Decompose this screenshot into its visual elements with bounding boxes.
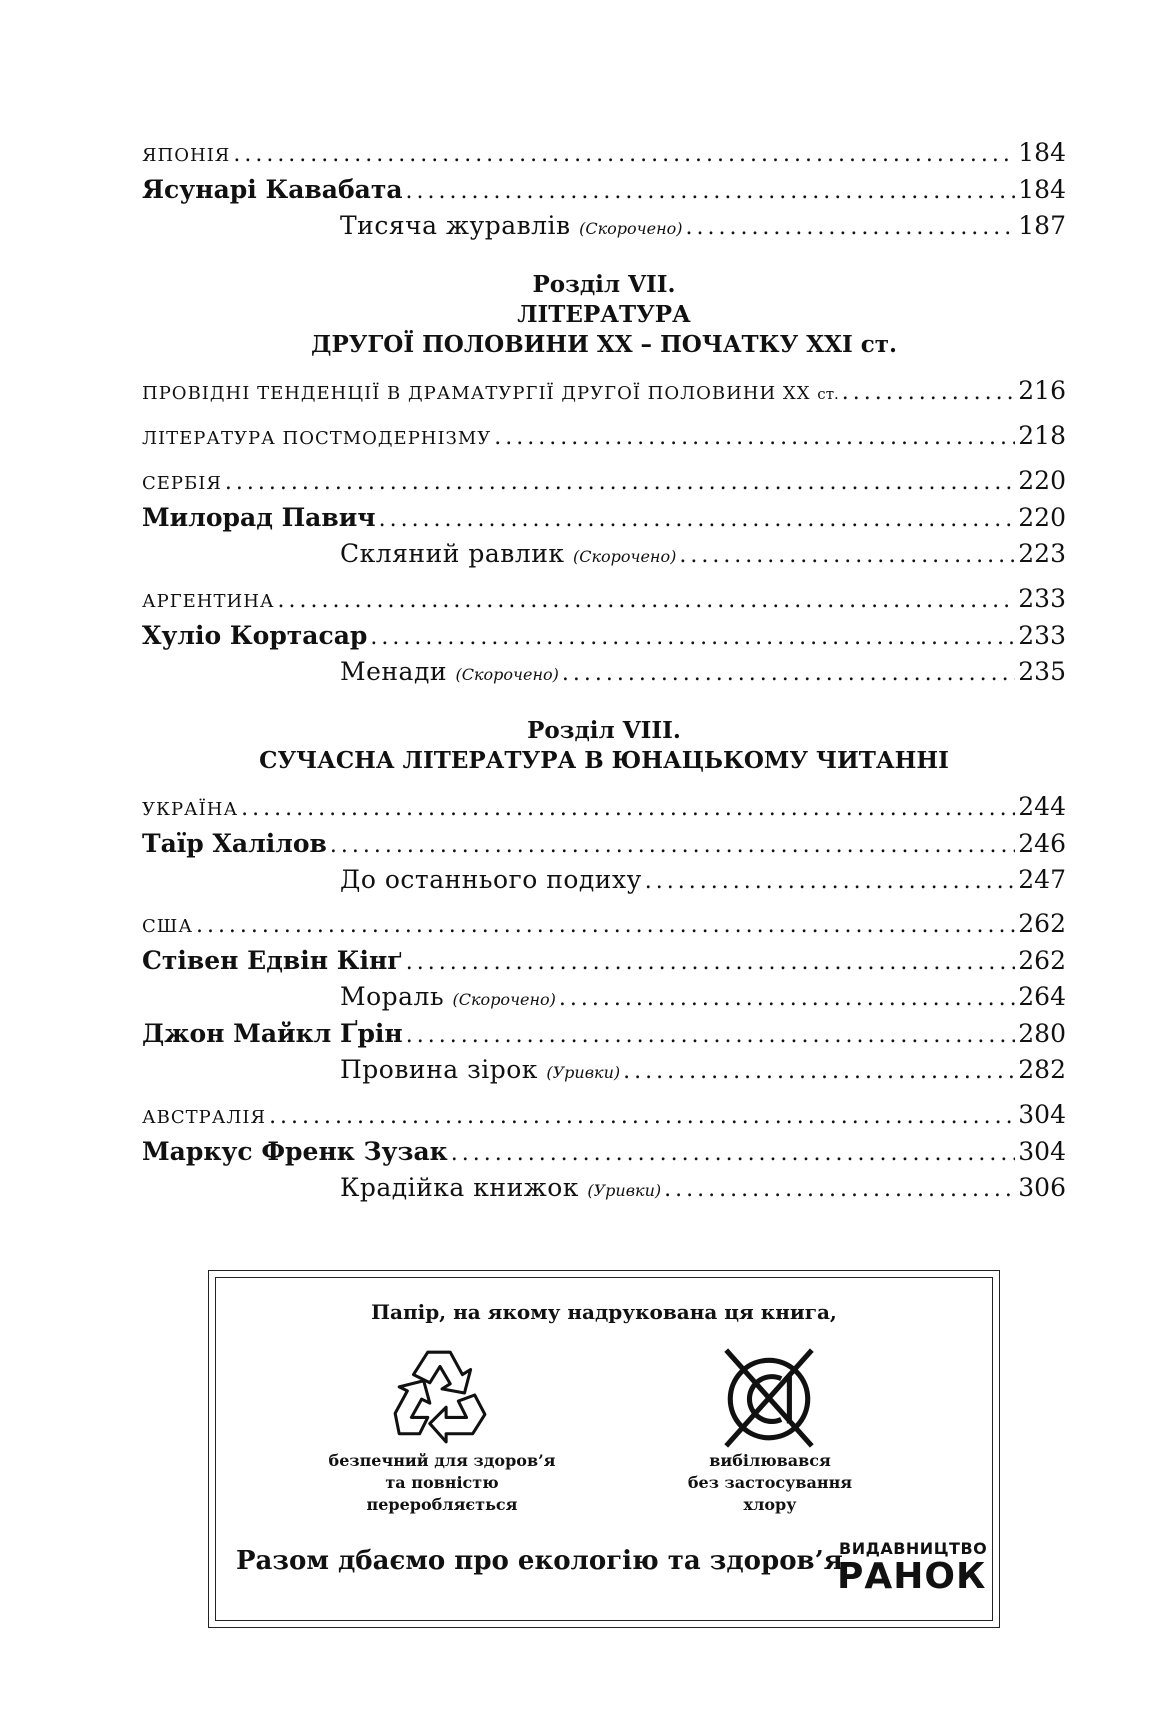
- toc-work-row: [142, 980, 1066, 1017]
- toc-author-row: [142, 619, 1066, 655]
- country-label: США: [142, 916, 193, 937]
- page-number: 220: [1018, 503, 1066, 532]
- dot-leader: [679, 539, 1015, 573]
- page-number: 216: [1018, 376, 1066, 405]
- page-number: 304: [1018, 1100, 1066, 1129]
- section-number: Розділ VIII.: [527, 717, 681, 744]
- eco-notice-box: [208, 1270, 1000, 1628]
- dot-leader: [278, 584, 1016, 618]
- dot-leader: [559, 982, 1015, 1016]
- section-heading: [142, 270, 1066, 360]
- page-number: 282: [1018, 1055, 1066, 1084]
- toc-author-row: [142, 501, 1066, 537]
- toc-country-row: [142, 136, 1066, 173]
- dot-leader: [269, 1100, 1015, 1134]
- dot-leader: [645, 865, 1016, 899]
- section-subtitle: ДРУГОЇ ПОЛОВИНИ XX – ПОЧАТКУ XXI ст.: [311, 331, 897, 358]
- work-note: (Уривки): [546, 1063, 621, 1082]
- toc-author-row: [142, 173, 1066, 209]
- dot-leader: [196, 909, 1015, 943]
- page-number: 306: [1018, 1173, 1066, 1202]
- author-name: Ясунарі Кавабата: [142, 175, 403, 204]
- dot-leader: [406, 175, 1016, 209]
- dot-leader: [842, 376, 1016, 410]
- toc-work-row: [142, 1053, 1066, 1090]
- dot-leader: [451, 1137, 1016, 1171]
- dot-leader: [685, 211, 1015, 245]
- work-title: Провина зірок: [340, 1055, 538, 1084]
- page-number: 184: [1018, 138, 1066, 167]
- eco-slogan: Разом дбаємо про екологію та здоров’я: [236, 1546, 843, 1576]
- toc-work-row: [142, 1171, 1066, 1208]
- eco-notice-title: Папір, на якому надрукована ця книга,: [371, 1300, 837, 1324]
- dot-leader: [379, 503, 1016, 537]
- dot-leader: [406, 946, 1016, 980]
- section-title: ЛІТЕРАТУРА: [517, 301, 691, 328]
- dot-leader: [233, 138, 1015, 172]
- toc-country-row: [142, 1098, 1066, 1135]
- section-number: Розділ VII.: [532, 271, 676, 298]
- work-note: (Скорочено): [452, 990, 556, 1009]
- work-note: (Скорочено): [572, 547, 677, 566]
- dot-leader: [370, 621, 1015, 655]
- page-number: 187: [1018, 211, 1066, 240]
- work-title: Менади: [340, 657, 448, 686]
- page-number: 184: [1018, 175, 1066, 204]
- toc-author-row: [142, 1017, 1066, 1053]
- author-name: Таїр Халілов: [142, 829, 327, 858]
- toc-country-row: [142, 464, 1066, 501]
- topic-suffix: ст.: [817, 385, 839, 403]
- dot-leader: [494, 421, 1015, 455]
- table-of-contents: [142, 136, 1066, 1208]
- work-title: Тисяча журавлів: [340, 211, 571, 240]
- dot-leader: [664, 1173, 1015, 1207]
- toc-work-row: [142, 655, 1066, 692]
- country-label: УКРАЇНА: [142, 799, 239, 820]
- no-chlorine-icon: [718, 1344, 820, 1450]
- dot-leader: [562, 657, 1015, 691]
- work-note: (Скорочено): [579, 219, 683, 238]
- country-label: СЕРБІЯ: [142, 473, 222, 494]
- toc-topic-row: [142, 374, 1066, 411]
- dot-leader: [406, 1019, 1016, 1053]
- work-title: Мораль: [340, 982, 445, 1011]
- page-number: 280: [1018, 1019, 1066, 1048]
- author-name: Милорад Павич: [142, 503, 376, 532]
- work-note: (Уривки): [587, 1181, 662, 1200]
- page-number: 262: [1018, 946, 1066, 975]
- toc-author-row: [142, 827, 1066, 863]
- toc-work-row: [142, 537, 1066, 574]
- page-number: 247: [1018, 865, 1066, 894]
- page-number: 233: [1018, 584, 1066, 613]
- work-title: До останнього подиху: [340, 865, 642, 894]
- author-name: Джон Майкл Ґрін: [142, 1019, 403, 1048]
- page-number: 233: [1018, 621, 1066, 650]
- toc-author-row: [142, 1135, 1066, 1171]
- topic-label: ЛІТЕРАТУРА ПОСТМОДЕРНІЗМУ: [142, 428, 492, 449]
- page-number: 218: [1018, 421, 1066, 450]
- eco-notice-inner-frame: [215, 1277, 993, 1621]
- toc-topic-row: [142, 419, 1066, 456]
- publisher-label: ВИДАВНИЦТВО: [839, 1539, 988, 1558]
- publisher-logo: РАНОК: [837, 1556, 987, 1597]
- no-chlorine-caption: вибілювався без застосування хлору: [687, 1451, 853, 1514]
- country-label: АВСТРАЛІЯ: [142, 1107, 267, 1128]
- page-number: 244: [1018, 792, 1066, 821]
- dot-leader: [241, 792, 1015, 826]
- page-number: 223: [1018, 539, 1066, 568]
- toc-author-row: [142, 944, 1066, 980]
- toc-country-row: [142, 790, 1066, 827]
- author-name: Стівен Едвін Кінґ: [142, 946, 403, 975]
- toc-work-row: [142, 863, 1066, 899]
- toc-country-row: [142, 907, 1066, 944]
- work-title: Скляний равлик: [340, 539, 565, 568]
- page-number: 235: [1018, 657, 1066, 686]
- recycle-icon: [388, 1344, 492, 1446]
- dot-leader: [225, 466, 1015, 500]
- section-heading: [142, 716, 1066, 776]
- section-title: СУЧАСНА ЛІТЕРАТУРА В ЮНАЦЬКОМУ ЧИТАННІ: [259, 747, 949, 774]
- page-number: 220: [1018, 466, 1066, 495]
- country-label: АРГЕНТИНА: [142, 591, 275, 612]
- page-number: 246: [1018, 829, 1066, 858]
- page-number: 262: [1018, 909, 1066, 938]
- work-title: Крадійка книжок: [340, 1173, 579, 1202]
- page-number: 264: [1018, 982, 1066, 1011]
- country-label: ЯПОНІЯ: [142, 145, 231, 166]
- work-note: (Скорочено): [455, 665, 559, 684]
- author-name: Хуліо Кортасар: [142, 621, 368, 650]
- dot-leader: [623, 1055, 1015, 1089]
- page-number: 304: [1018, 1137, 1066, 1166]
- dot-leader: [330, 829, 1015, 863]
- toc-country-row: [142, 582, 1066, 619]
- recycle-caption: безпечний для здоров’я та повністю переробляється: [328, 1451, 556, 1514]
- toc-work-row: [142, 209, 1066, 246]
- author-name: Маркус Френк Зузак: [142, 1137, 448, 1166]
- topic-label: ПРОВІДНІ ТЕНДЕНЦІЇ В ДРАМАТУРГІЇ ДРУГОЇ ПОЛОВИНИ XX: [142, 383, 811, 404]
